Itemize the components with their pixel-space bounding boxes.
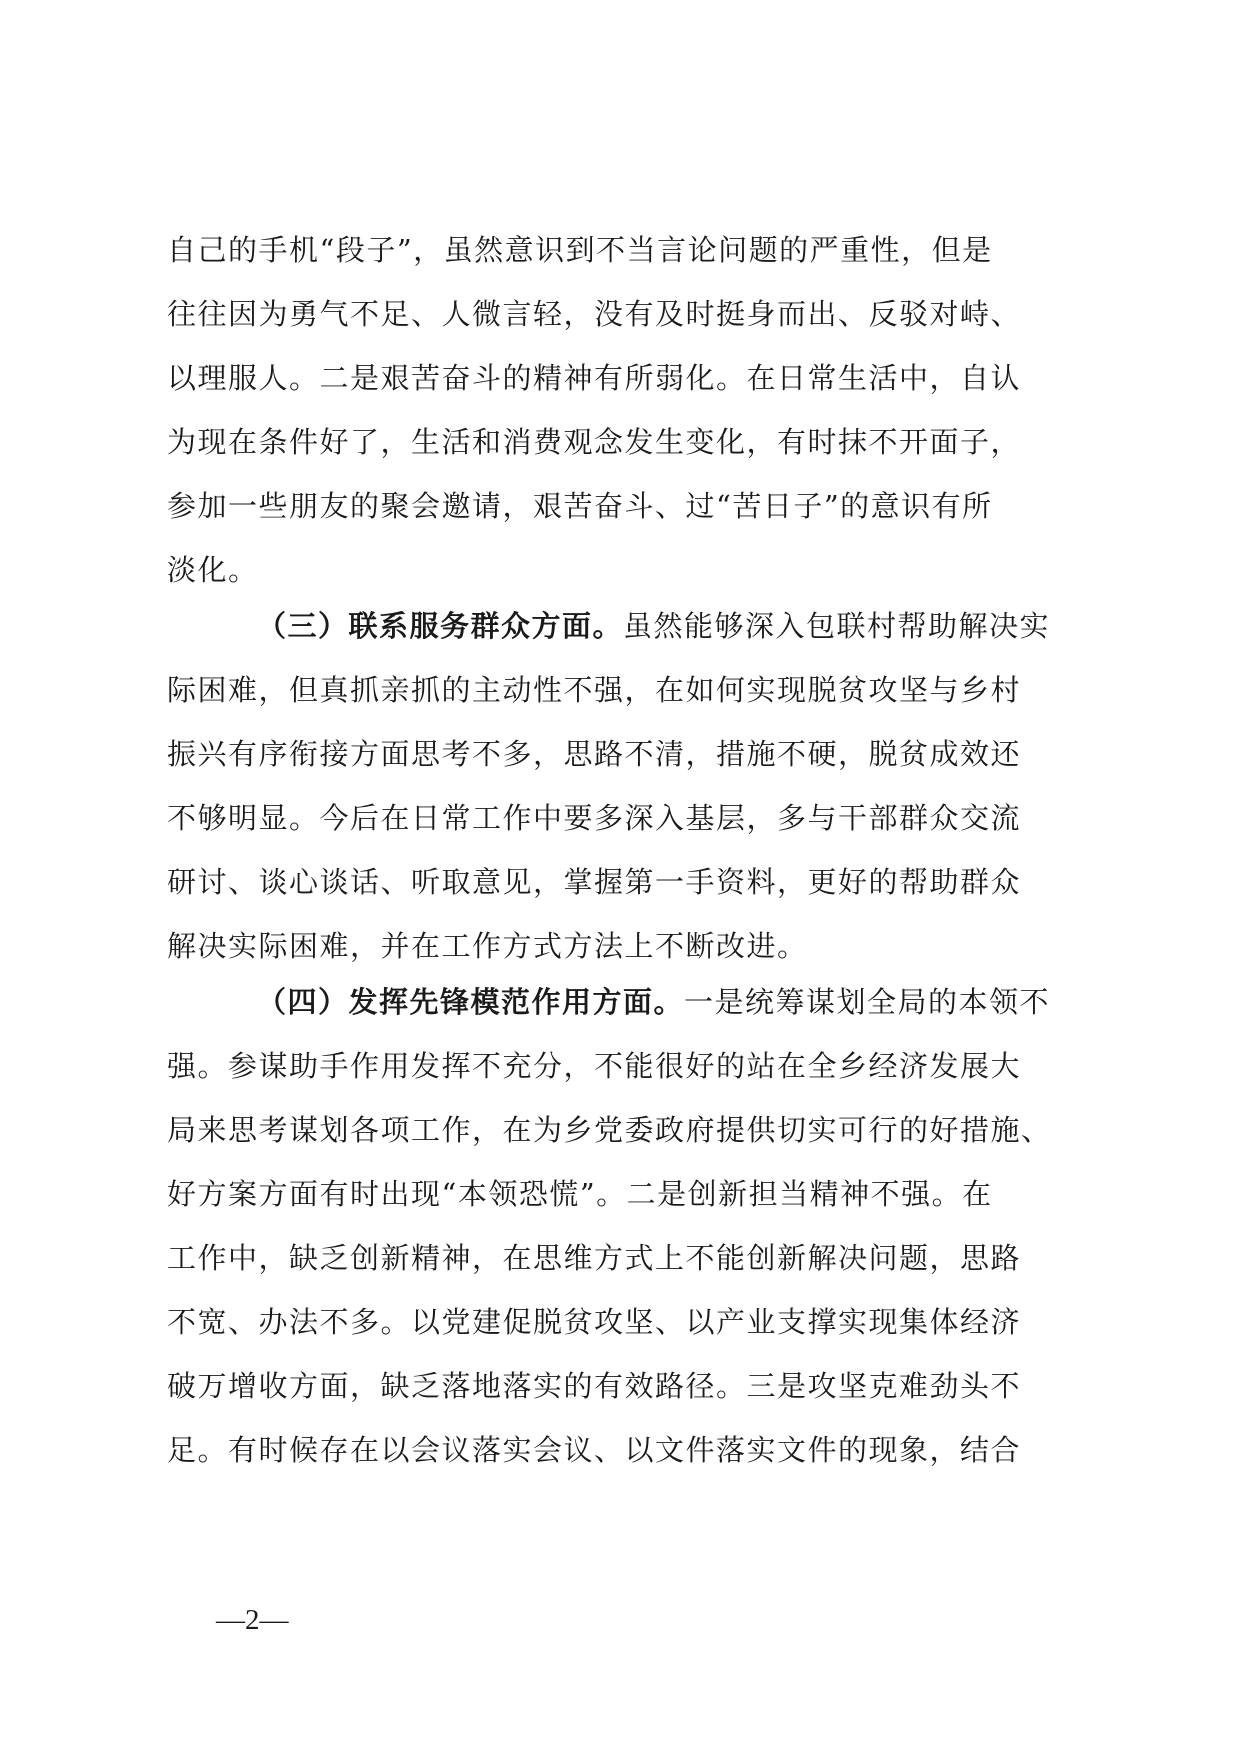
page-number: —2— (216, 1604, 289, 1636)
section-4-heading: （四）发挥先锋模范作用方面。 (257, 985, 685, 1019)
section-3-line: 研讨、谈心谈话、听取意见，掌握第一手资料，更好的帮助群众 (167, 865, 1022, 899)
paragraph-1-line: 参加一些朋友的聚会邀请，艰苦奋斗、过“苦日子”的意识有所 (167, 489, 993, 523)
section-4-first-line-text: 一是统筹谋划全局的本领不 (684, 985, 1051, 1019)
section-4-line: 好方案方面有时出现“本领恐慌”。二是创新担当精神不强。在 (167, 1177, 993, 1211)
section-4-line: 不宽、办法不多。以党建促脱贫攻坚、以产业支撑实现集体经济 (167, 1305, 1022, 1339)
section-4-line: 强。参谋助手作用发挥不充分，不能很好的站在全乡经济发展大 (167, 1049, 1022, 1083)
paragraph-1-line: 往往因为勇气不足、人微言轻，没有及时挺身而出、反驳对峙、 (167, 297, 1022, 331)
section-4-paragraph (167, 970, 1102, 1482)
paragraph-1 (167, 218, 1102, 602)
section-3-line: 不够明显。今后在日常工作中要多深入基层，多与干部群众交流 (167, 801, 1022, 835)
section-3-line: 振兴有序衔接方面思考不多，思路不清，措施不硬，脱贫成效还 (167, 737, 1022, 771)
section-3-paragraph (167, 594, 1102, 978)
section-4-line: 工作中，缺乏创新精神，在思维方式上不能创新解决问题，思路 (167, 1241, 1022, 1275)
section-3-line: 解决实际困难，并在工作方式方法上不断改进。 (167, 929, 808, 963)
section-3-line: 际困难，但真抓亲抓的主动性不强，在如何实现脱贫攻坚与乡村 (167, 673, 1022, 707)
section-3-heading: （三）联系服务群众方面。 (257, 609, 624, 643)
paragraph-1-line: 为现在条件好了，生活和消费观念发生变化，有时抹不开面子， (167, 425, 1022, 459)
paragraph-1-line: 自己的手机“段子”，虽然意识到不当言论问题的严重性，但是 (167, 233, 993, 267)
section-4-line: 足。有时候存在以会议落实会议、以文件落实文件的现象，结合 (167, 1433, 1022, 1467)
section-3-first-line-text: 虽然能够深入包联村帮助解决实 (623, 609, 1051, 643)
section-4-first-line (167, 970, 1102, 1034)
section-3-first-line (167, 594, 1102, 658)
section-4-line: 破万增收方面，缺乏落地落实的有效路径。三是攻坚克难劲头不 (167, 1369, 1022, 1403)
section-4-line: 局来思考谋划各项工作，在为乡党委政府提供切实可行的好措施、 (167, 1113, 1052, 1147)
paragraph-1-line: 以理服人。二是艰苦奋斗的精神有所弱化。在日常生活中，自认 (167, 361, 1022, 395)
paragraph-1-line: 淡化。 (167, 553, 259, 587)
